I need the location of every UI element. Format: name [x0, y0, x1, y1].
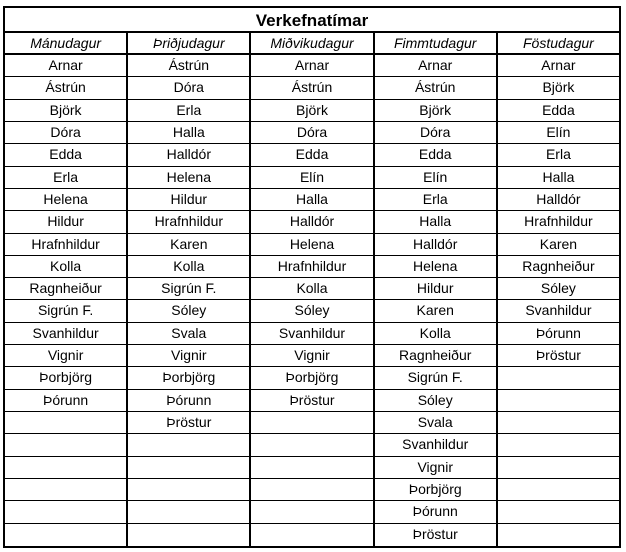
- table-cell: [128, 434, 249, 456]
- table-cell: Þorbjörg: [251, 367, 372, 389]
- table-cell: Karen: [128, 234, 249, 256]
- table-cell: Sóley: [128, 300, 249, 322]
- column-thursday: [375, 55, 498, 546]
- table-cell: Hrafnhildur: [5, 234, 126, 256]
- table-cell: [251, 457, 372, 479]
- table-cell: Halla: [128, 122, 249, 144]
- table-cell: Erla: [375, 189, 496, 211]
- day-header-row: [5, 33, 619, 55]
- table-cell: Sóley: [498, 278, 619, 300]
- table-cell: [5, 457, 126, 479]
- table-cell: Elín: [251, 167, 372, 189]
- table-cell: Karen: [498, 234, 619, 256]
- table-cell: [498, 434, 619, 456]
- table-cell: Hrafnhildur: [128, 211, 249, 233]
- table-cell: Halldór: [375, 234, 496, 256]
- table-cell: [128, 501, 249, 523]
- table-cell: [251, 412, 372, 434]
- table-cell: Edda: [498, 100, 619, 122]
- table-cell: Erla: [5, 167, 126, 189]
- table-cell: [498, 501, 619, 523]
- table-cell: Hrafnhildur: [498, 211, 619, 233]
- table-cell: Svala: [375, 412, 496, 434]
- table-cell: Arnar: [5, 55, 126, 77]
- table-cell: [251, 524, 372, 546]
- day-header-thursday: Fimmtudagur: [375, 33, 498, 53]
- table-cell: [498, 479, 619, 501]
- table-cell: Halldór: [128, 144, 249, 166]
- table-cell: [5, 434, 126, 456]
- day-header-friday: Föstudagur: [523, 35, 594, 51]
- table-cell: Þröstur: [128, 412, 249, 434]
- table-cell: Ragnheiður: [498, 256, 619, 278]
- table-cell: Kolla: [5, 256, 126, 278]
- table-cell: Arnar: [498, 55, 619, 77]
- table-cell: Ragnheiður: [375, 345, 496, 367]
- table-cell: [5, 524, 126, 546]
- table-cell: Kolla: [251, 278, 372, 300]
- table-cell: [498, 457, 619, 479]
- table-cell: Erla: [498, 144, 619, 166]
- table-cell: [498, 524, 619, 546]
- table-cell: Helena: [128, 167, 249, 189]
- table-cell: Halla: [375, 211, 496, 233]
- table-cell: Elín: [498, 122, 619, 144]
- table-cell: Sóley: [375, 390, 496, 412]
- table-cell: Svanhildur: [375, 434, 496, 456]
- column-tuesday: [128, 55, 251, 546]
- table-cell: Ástrún: [128, 55, 249, 77]
- column-monday: [5, 55, 128, 546]
- table-cell: Helena: [251, 234, 372, 256]
- table-cell: Vignir: [128, 345, 249, 367]
- table-cell: Björk: [251, 100, 372, 122]
- table-cell: Þorbjörg: [5, 367, 126, 389]
- table-cell: Vignir: [375, 457, 496, 479]
- table-cell: Þröstur: [251, 390, 372, 412]
- column-wednesday: [251, 55, 374, 546]
- table-title: Verkefnatímar: [5, 8, 619, 33]
- table-cell: Arnar: [251, 55, 372, 77]
- table-cell: Ástrún: [5, 77, 126, 99]
- table-cell: Björk: [498, 77, 619, 99]
- table-cell: Svala: [128, 323, 249, 345]
- table-cell: [5, 501, 126, 523]
- table-cell: Þorbjörg: [128, 367, 249, 389]
- column-friday: [498, 55, 619, 546]
- table-cell: Elín: [375, 167, 496, 189]
- table-cell: Arnar: [375, 55, 496, 77]
- table-cell: Kolla: [375, 323, 496, 345]
- table-body: [5, 55, 619, 546]
- table-cell: Vignir: [251, 345, 372, 367]
- table-cell: Karen: [375, 300, 496, 322]
- day-header-tuesday: Þriðjudagur: [128, 33, 251, 53]
- table-cell: Dóra: [5, 122, 126, 144]
- table-cell: [251, 434, 372, 456]
- table-cell: [5, 412, 126, 434]
- table-cell: Helena: [375, 256, 496, 278]
- table-cell: Þröstur: [498, 345, 619, 367]
- table-cell: [5, 479, 126, 501]
- table-cell: Halla: [251, 189, 372, 211]
- table-cell: Ragnheiður: [5, 278, 126, 300]
- table-cell: Halldór: [498, 189, 619, 211]
- table-cell: Sigrún F.: [5, 300, 126, 322]
- table-cell: Edda: [251, 144, 372, 166]
- table-cell: Svanhildur: [5, 323, 126, 345]
- table-cell: Þórunn: [375, 501, 496, 523]
- table-cell: [128, 479, 249, 501]
- table-cell: Svanhildur: [498, 300, 619, 322]
- table-cell: Hildur: [5, 211, 126, 233]
- day-header-monday: Mánudagur: [5, 33, 128, 53]
- table-cell: [128, 524, 249, 546]
- table-cell: [251, 479, 372, 501]
- table-cell: Sigrún F.: [375, 367, 496, 389]
- table-cell: Þórunn: [128, 390, 249, 412]
- table-cell: Halldór: [251, 211, 372, 233]
- table-cell: Björk: [5, 100, 126, 122]
- table-cell: Vignir: [5, 345, 126, 367]
- table-cell: Ástrún: [375, 77, 496, 99]
- table-cell: [498, 367, 619, 389]
- table-cell: Kolla: [128, 256, 249, 278]
- table-cell: Þórunn: [5, 390, 126, 412]
- table-cell: [498, 412, 619, 434]
- day-header-wednesday: Miðvikudagur: [251, 33, 374, 53]
- table-cell: Sigrún F.: [128, 278, 249, 300]
- table-cell: Erla: [128, 100, 249, 122]
- table-cell: Hildur: [128, 189, 249, 211]
- table-cell: Halla: [498, 167, 619, 189]
- table-cell: [128, 457, 249, 479]
- table-cell: Hrafnhildur: [251, 256, 372, 278]
- table-cell: Björk: [375, 100, 496, 122]
- table-cell: Þröstur: [412, 525, 458, 542]
- table-cell: [251, 501, 372, 523]
- table-cell: [498, 390, 619, 412]
- table-cell: Edda: [5, 144, 126, 166]
- schedule-table: [3, 6, 621, 548]
- table-cell: Dóra: [128, 77, 249, 99]
- table-cell: Helena: [5, 189, 126, 211]
- table-cell: Dóra: [251, 122, 372, 144]
- table-cell: Þorbjörg: [375, 479, 496, 501]
- table-cell: Ástrún: [251, 77, 372, 99]
- table-cell: Dóra: [375, 122, 496, 144]
- table-cell: Hildur: [375, 278, 496, 300]
- table-cell: Svanhildur: [251, 323, 372, 345]
- table-cell: Edda: [375, 144, 496, 166]
- table-cell: Sóley: [251, 300, 372, 322]
- table-cell: Þórunn: [498, 323, 619, 345]
